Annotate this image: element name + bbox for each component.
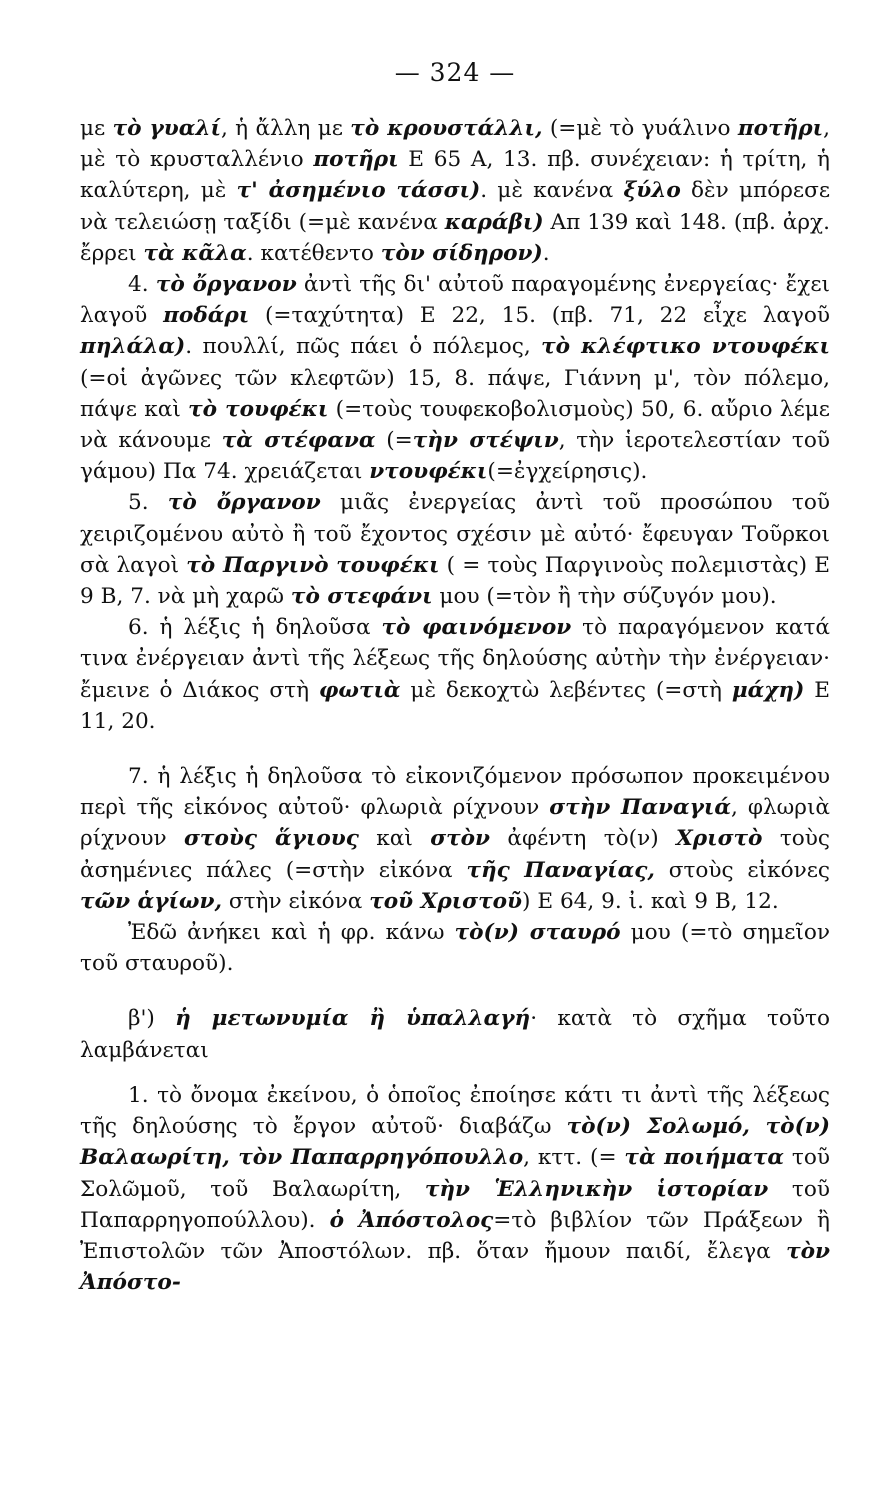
emphasized-term: στὸν xyxy=(430,826,491,852)
text-run: Ε 65 Α, 13. πβ. συνέχειαν: ἡ τρίτη, ἡ καλύτερη, μὲ xyxy=(80,147,830,204)
paragraph-p8 xyxy=(80,1080,830,1298)
text-run: . xyxy=(542,240,550,266)
text-run: 7. ἡ λέξις ἡ δηλοῦσα τὸ εἰκονιζόμενον πρόσωπον προκειμένου περὶ τῆς εἰκόνος αὐτοῦ· φλωριὰ ρίχνουν xyxy=(80,764,830,821)
paragraph-p5 xyxy=(80,761,830,917)
emphasized-term: ντουφέκι xyxy=(369,459,488,485)
text-run: , κττ. (= xyxy=(523,1145,625,1171)
text-run: ἀντὶ τῆς δι' αὐτοῦ παραγομένης ἐνεργείας· ἔχει λαγοῦ xyxy=(80,272,830,329)
emphasized-term: στὴν Παναγιά xyxy=(549,795,731,821)
emphasized-term: στοὺς ἅγιους xyxy=(184,826,359,852)
text-run: (=τοὺς τουφεκοβολισμοὺς) 50, 6. αὔριο λέμε νὰ κάνουμε xyxy=(80,396,830,454)
paragraph-p2 xyxy=(80,269,830,487)
text-run: δὲν μπόρεσε νὰ τελειώσῃ ταξίδι (=μὲ κανένα xyxy=(80,178,831,235)
text-run: ( = τοὺς Παργινοὺς πολεμιστὰς) Ε 9 Β, 7. νὰ μὴ χαρῶ xyxy=(80,552,830,610)
text-run: τοῦ Σολῶμοῦ, τοῦ Βαλαωρίτη, xyxy=(80,1145,830,1202)
text-run: τὸ παραγόμενον κατά τινα ἐνέργειαν ἀντὶ τῆς λέξεως τῆς δηλούσης αὐτὴν τὴν ἐνέργειαν· ἔμεινε ὁ Διάκος στὴ xyxy=(80,615,830,703)
paragraph-p7 xyxy=(80,1003,830,1065)
emphasized-term: τῆς Παναγίας, xyxy=(466,857,655,883)
text-run: (=οἱ ἀγῶνες τῶν κλεφτῶν) 15, 8. πάψε, Γιάννη μ', τὸν πόλεμο, πάψε καὶ xyxy=(80,365,830,422)
text-run: 4. xyxy=(128,272,156,298)
emphasized-term: τὸ κλέφτικο ντουφέκι xyxy=(541,334,830,360)
emphasized-term: φωτιὰ xyxy=(318,677,401,703)
text-run: στὴν εἰκόνα xyxy=(221,888,370,914)
emphasized-term: τὸν Ἀπόστο- xyxy=(80,1238,830,1296)
emphasized-term: τὸ φαινόμενον xyxy=(381,615,572,641)
paragraph-p4 xyxy=(80,612,830,737)
text-run: 5. xyxy=(128,490,168,516)
text-run: . μὲ κανένα xyxy=(480,178,624,204)
emphasized-term: τὰ στέφανα xyxy=(221,428,376,454)
emphasized-term: τὸ στεφάνι xyxy=(290,584,433,610)
emphasized-term: τὸ(ν) σταυρό xyxy=(454,920,621,946)
text-run: καὶ xyxy=(358,826,431,852)
text-run: =τὸ βιβλίον τῶν Πράξεων ἢ Ἐπιστολῶν τῶν Ἀποστόλων. πβ. ὅταν ἤμουν παιδί, ἔλεγα xyxy=(80,1207,830,1264)
emphasized-term: Χριστὸ xyxy=(676,826,763,852)
text-run: μου (=τὸ σημεῖον τοῦ σταυροῦ). xyxy=(80,920,831,977)
emphasized-term: ποτῆρι xyxy=(313,147,399,173)
text-run: τοῦ Παπαρρηγοπούλλου). xyxy=(80,1176,830,1233)
emphasized-term: τὸ γυαλί xyxy=(112,116,221,141)
paragraph-p1 xyxy=(80,113,830,269)
text-run: Απ 139 καὶ 148. (πβ. ἀρχ. ἔρρει xyxy=(80,209,830,266)
emphasized-term: τ' ἀσημένιο τάσσι) xyxy=(236,178,481,204)
emphasized-term: ὁ Ἀπόστολος xyxy=(329,1207,494,1233)
emphasized-term: ποτῆρι xyxy=(737,116,824,141)
emphasized-term: τὸ τουφέκι xyxy=(188,396,329,422)
text-run: Ἐδῶ ἀνήκει καὶ ἡ φρ. κάνω xyxy=(128,920,455,946)
emphasized-term: τὸ(ν) Σολωμό, τὸ(ν) Βαλαωρίτη, τὸν Παπαρρηγόπουλλο xyxy=(80,1114,830,1171)
emphasized-term: καράβι) xyxy=(444,209,544,235)
text-run: , ἡ ἄλλη με xyxy=(220,116,351,141)
emphasized-term: τὸν σίδηρον) xyxy=(380,240,543,266)
text-run: στοὺς εἰκόνες xyxy=(654,857,830,883)
emphasized-term: ξύλο xyxy=(623,178,681,204)
text-run: (= xyxy=(375,428,413,454)
text-run: · κατὰ τὸ σχῆμα τοῦτο λαμβάνεται xyxy=(80,1006,830,1063)
emphasized-term: τὴν Ἑλληνικὴν ἱστορίαν xyxy=(424,1176,769,1202)
emphasized-term: μάχη) xyxy=(731,677,805,703)
text-run: (=ταχύτητα) Ε 22, 15. (πβ. 71, 22 εἶχε λαγοῦ xyxy=(249,303,831,329)
emphasized-term: τὰ κᾶλα xyxy=(143,240,247,266)
text-run: ἀφέντη τὸ(ν) xyxy=(490,826,677,852)
text-run: μὲ δεκοχτὼ λεβέντες (=στὴ xyxy=(400,677,732,703)
text-run: (=μὲ τὸ γυάλινο xyxy=(542,116,738,141)
emphasized-term: τὸ κρουστάλλι, xyxy=(350,116,543,141)
emphasized-term: τὸ ὄργανον xyxy=(155,272,297,298)
text-run: . πουλλί, πῶς πάει ὁ πόλεμος, xyxy=(185,334,542,360)
text-run: , τὴν ἱεροτελεστίαν τοῦ γάμου) Πα 74. χρειάζεται xyxy=(80,428,830,485)
text-run: 6. ἡ λέξις ἡ δηλοῦσα xyxy=(128,615,382,641)
text-run: . κατέθεντο xyxy=(246,240,381,266)
text-run: ) Ε 64, 9. ἰ. καὶ 9 Β, 12. xyxy=(522,888,779,914)
paragraph-p3 xyxy=(80,487,830,612)
emphasized-term: τὸ Παργινὸ τουφέκι xyxy=(186,552,440,578)
text-run: (=ἐγχείρησις). xyxy=(487,459,648,485)
text-run: 1. τὸ ὄνομα ἐκείνου, ὁ ὁποῖος ἐποίησε κάτι τι ἀντὶ τῆς λέξεως τῆς δηλούσης τὸ ἔργον αὐτοῦ· διαβάζω xyxy=(80,1082,830,1140)
body-text xyxy=(80,113,830,1298)
emphasized-term: τὰ ποιήματα xyxy=(624,1145,785,1171)
text-run: , φλωριὰ ρίχνουν xyxy=(80,795,830,852)
text-run: τοὺς ἀσημένιες πάλες (=στὴν εἰκόνα xyxy=(80,826,830,883)
text-run: , μὲ τὸ κρυσταλλένιο xyxy=(80,116,830,173)
text-run: Ε 11, 20. xyxy=(80,677,830,734)
text-run: μου (=τὸν ἢ τὴν σύζυγόν μου). xyxy=(432,584,777,610)
emphasized-term: τῶν ἁγίων, xyxy=(80,888,222,914)
text-run: β') xyxy=(128,1006,176,1032)
emphasized-term: ποδάρι xyxy=(163,303,250,329)
text-run: μιᾶς ἐνεργείας ἀντὶ τοῦ προσώπου τοῦ χειριζομένου αὐτὸ ἢ τοῦ ἔχοντος σχέσιν μὲ αὐτό· ἔφευγαν Τοῦρκοι σὰ λαγοὶ xyxy=(80,490,830,578)
text-run: με xyxy=(80,116,113,141)
page-number: — 324 — xyxy=(394,58,516,87)
emphasized-term: πηλάλα) xyxy=(80,334,186,360)
emphasized-term: τοῦ Χριστοῦ xyxy=(369,888,523,914)
paragraph-p6 xyxy=(80,917,830,979)
emphasized-term: ἡ μετωνυμία ἢ ὑπαλλαγή xyxy=(175,1006,531,1032)
emphasized-term: τὸ ὄργανον xyxy=(167,490,321,516)
emphasized-term: τὴν στέψιν xyxy=(412,428,559,454)
